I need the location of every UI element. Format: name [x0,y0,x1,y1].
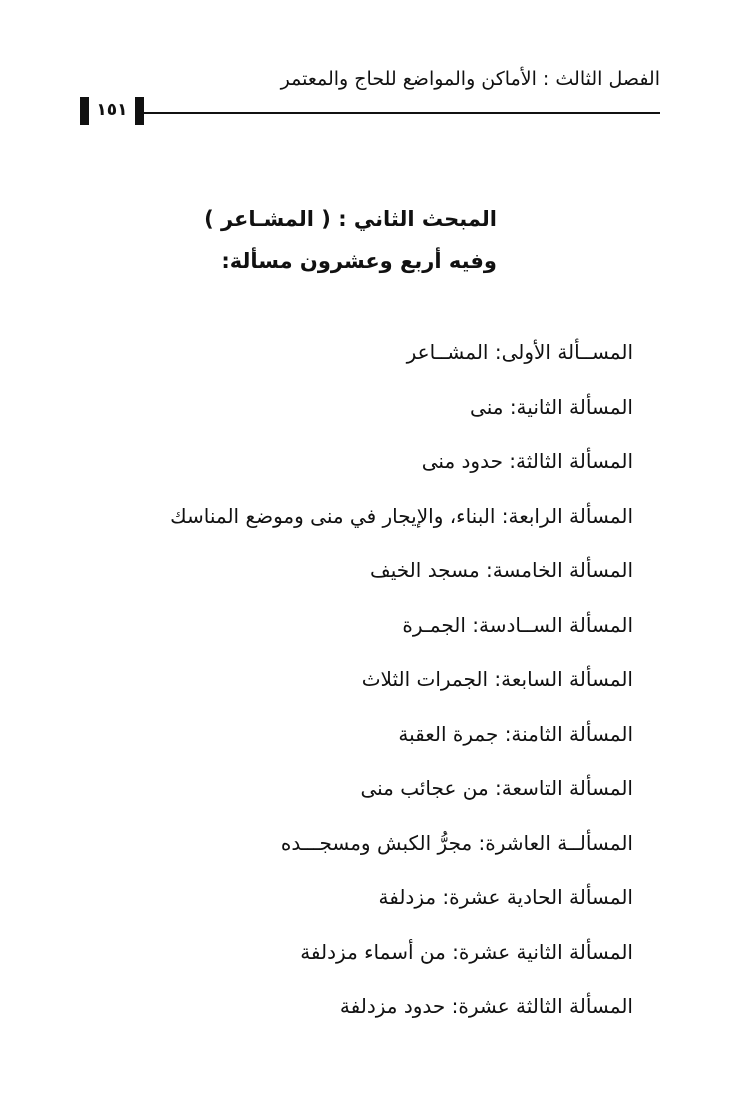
section-title: المبحث الثاني : ( المشـاعر ) [204,207,497,231]
list-item: المسألة الخامسة: مسجد الخيف [370,558,633,582]
list-item: المسألة السابعة: الجمرات الثلاث [361,667,633,691]
list-item: المسألة الســادسة: الجمـرة [402,612,633,637]
list-item: المسألة الثالثة: حدود منى [421,449,633,473]
list-item: المسألة الثامنة: جمرة العقبة [398,721,633,746]
issues-list [170,330,633,1039]
section-subtitle: وفيه أربع وعشرون مسألة: [221,249,497,273]
list-item: المســألة الأولى: المشــاعر [406,340,633,364]
list-item: المسألة التاسعة: من عجائب منى [360,776,633,800]
header-rule [140,112,660,114]
list-item: المسألة الحادية عشرة: مزدلفة [378,885,633,909]
page-number-box [80,97,144,125]
section-heading [204,198,497,282]
list-item: المسألة الثانية عشرة: من أسماء مزدلفة [300,939,633,964]
page-number-bracket-right [135,97,144,125]
list-item: المسألة الثانية: منى [470,394,633,419]
list-item: المسألــة العاشرة: مجرُّ الكبش ومسجـــده [280,830,633,855]
running-header-title: الفصل الثالث : الأماكن والمواضع للحاج والمعتمر [280,68,660,90]
page-number: ١٥١ [96,100,128,120]
list-item: المسألة الرابعة: البناء، والإيجار في منى وموضع المناسك [170,503,633,528]
page-number-bracket-left [80,97,89,125]
list-item: المسألة الثالثة عشرة: حدود مزدلفة [339,994,633,1018]
